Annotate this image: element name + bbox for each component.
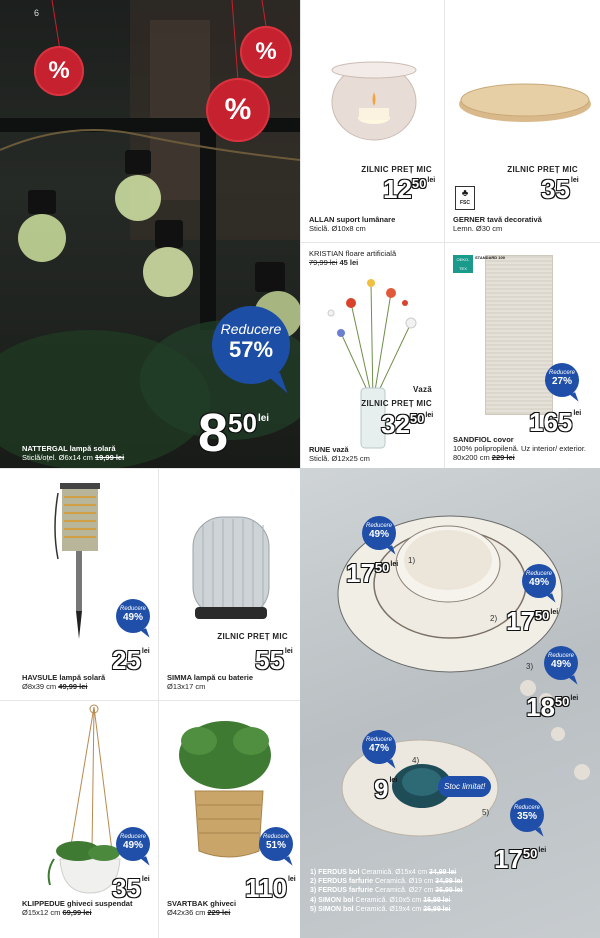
- price-lei: lei: [573, 410, 582, 417]
- dish5-discount-badge: [510, 798, 544, 832]
- product-name: NATTERGAL lampă solară: [22, 444, 116, 453]
- simma-panel: [158, 468, 300, 700]
- dishes-list-item: [310, 877, 463, 886]
- badge-label: Reducere: [119, 606, 146, 612]
- price-lei: lei: [141, 648, 150, 655]
- product-name: KLIPPEDUE ghiveci suspendat: [22, 899, 133, 908]
- badge-percent: 49%: [122, 840, 143, 851]
- price-int: 35: [112, 873, 141, 903]
- percent-tag-1: %: [34, 46, 84, 96]
- badge-percent: 57%: [228, 337, 274, 362]
- allan-tag: ZILNIC PREȚ MIC: [361, 165, 432, 174]
- klippedue-discount-badge: [116, 827, 150, 861]
- badge-label: Reducere: [220, 321, 282, 337]
- item-desc: Ceramică. Ø10x5 cm: [353, 896, 424, 904]
- oeko-tex-logo: OEKO-TEX: [453, 255, 473, 273]
- badge-percent: 47%: [368, 743, 389, 754]
- badge-label: Reducere: [513, 805, 540, 811]
- price-dec: 50: [554, 694, 570, 709]
- rune-title: [309, 445, 370, 463]
- price-lei: lei: [425, 412, 434, 419]
- badge-label: Reducere: [547, 653, 574, 659]
- product-desc: Ø8x39 cm: [22, 682, 57, 691]
- dish2-price: [506, 608, 558, 634]
- rug-illustration: [485, 255, 553, 415]
- dish4-discount-badge: [362, 730, 396, 764]
- price-lei: lei: [141, 876, 150, 883]
- price-lei: lei: [390, 561, 399, 568]
- dish4-price: [374, 776, 397, 802]
- wooden-tray-illustration: [445, 0, 600, 140]
- dish1-discount-badge: [362, 516, 396, 550]
- dish3-number: 3): [526, 662, 534, 671]
- dish3-discount-badge: [544, 646, 578, 680]
- old-price: 229 lei: [207, 908, 231, 917]
- dishes-list-item: [310, 886, 463, 895]
- badge-percent: 49%: [368, 529, 389, 540]
- item-old-price: 26,99 lei: [423, 905, 451, 913]
- svartbak-discount-badge: [259, 827, 293, 861]
- badge-percent: 51%: [265, 840, 286, 851]
- price-int: 18: [526, 692, 555, 722]
- price-dec: 50: [409, 411, 425, 426]
- dish4-number: 4): [412, 756, 420, 765]
- nattergal-price: [198, 403, 270, 463]
- allan-title: [309, 215, 395, 233]
- rune-panel: [300, 242, 444, 468]
- price-lei: lei: [257, 413, 270, 424]
- product-name: SANDFIOL covor: [453, 435, 514, 444]
- simma-title: [167, 673, 253, 691]
- item-old-price: 34,99 lei: [429, 869, 457, 876]
- price-int: 55: [255, 645, 284, 675]
- dishes-panel: [300, 468, 600, 938]
- svartbak-panel: [158, 700, 300, 938]
- nattergal-panel: [0, 0, 300, 468]
- product-name: HAVSULE lampă solară: [22, 673, 106, 682]
- dish1-number: 1): [408, 556, 416, 565]
- price-int: 8: [198, 403, 229, 463]
- item-old-price: 34,99 lei: [435, 878, 463, 886]
- item-desc: Ceramică. Ø15x4 cm: [359, 869, 430, 876]
- price-dec: 50: [228, 408, 257, 438]
- fsc-tree-icon: ♣: [461, 188, 469, 199]
- fsc-logo: [455, 186, 475, 210]
- price-int: 17: [506, 606, 535, 636]
- price-lei: lei: [570, 695, 579, 702]
- hanging-planter-illustration: [0, 701, 158, 901]
- simma-tag: ZILNIC PREȚ MIC: [217, 632, 288, 641]
- limited-stock-label: Stoc limitat!: [438, 776, 491, 797]
- price-lei: lei: [284, 648, 293, 655]
- product-desc: Ø13x17 cm: [167, 682, 206, 691]
- product-name: RUNE vază: [309, 445, 349, 454]
- dishes-list: [310, 868, 463, 914]
- price-int: 12: [383, 174, 412, 204]
- oeko-standard-label: STANDARD 100: [475, 255, 505, 260]
- badge-percent: 49%: [528, 577, 549, 588]
- product-desc: Sticlă. Ø12x25 cm: [309, 454, 370, 463]
- price-dec: 50: [411, 176, 427, 191]
- sandfiol-title: [453, 435, 593, 462]
- price-dec: 50: [522, 846, 538, 861]
- kristian-name: KRISTIAN floare artificială: [309, 249, 397, 258]
- havsule-title: [22, 673, 105, 691]
- dishes-list-item: [310, 896, 463, 905]
- kristian-old-price: 79,99 lei: [309, 258, 338, 267]
- product-name: ALLAN suport lumânare: [309, 215, 396, 224]
- sandfiol-panel: [444, 242, 600, 468]
- gerner-tag: ZILNIC PREȚ MIC: [507, 165, 578, 174]
- rune-tag: ZILNIC PREȚ MIC: [361, 399, 432, 408]
- product-desc: Lemn. Ø30 cm: [453, 224, 503, 233]
- fsc-label: FSC: [460, 200, 470, 206]
- havsule-discount-badge: [116, 599, 150, 633]
- percent-tag-2: %: [240, 26, 292, 78]
- dishes-list-item: [310, 868, 463, 877]
- item-name: 2) FERDUS farfurie: [310, 878, 374, 886]
- vase-label: Vază: [413, 385, 432, 394]
- product-name: SIMMA lampă cu baterie: [167, 673, 253, 682]
- price-lei: lei: [427, 177, 436, 184]
- price-int: 25: [112, 645, 141, 675]
- product-desc: Ø42x36 cm: [167, 908, 206, 917]
- product-desc: 100% polipropilenă. Uz interior/ exterior. 80x200 cm: [453, 444, 586, 462]
- klippedue-price: [112, 875, 150, 901]
- svartbak-title: [167, 899, 236, 917]
- old-price: 69,99 lei: [62, 908, 92, 917]
- product-desc: Ø15x12 cm: [22, 908, 61, 917]
- page-number: 6: [34, 8, 40, 18]
- item-name: 3) FERDUS farfurie: [310, 887, 374, 895]
- battery-lamp-illustration: [159, 469, 300, 629]
- price-lei: lei: [550, 609, 559, 616]
- badge-label: Reducere: [119, 834, 146, 840]
- item-desc: Ceramică. Ø19 cm: [373, 878, 436, 886]
- item-desc: Ceramică. Ø19x4 cm: [353, 905, 424, 913]
- item-old-price: 36,99 lei: [435, 887, 463, 895]
- dishes-list-item: [310, 905, 463, 914]
- havsule-panel: [0, 468, 158, 700]
- dish2-discount-badge: [522, 564, 556, 598]
- nattergal-discount-badge: [212, 306, 290, 384]
- badge-percent: 49%: [122, 612, 143, 623]
- old-price: 229 lei: [491, 453, 515, 462]
- price-int: 17: [494, 844, 523, 874]
- gerner-title: [453, 215, 542, 233]
- item-name: 1) FERDUS bol: [310, 869, 360, 876]
- simma-price: [255, 647, 293, 673]
- badge-label: Reducere: [365, 523, 392, 529]
- klippedue-title: [22, 899, 132, 917]
- price-int: 110: [245, 873, 287, 903]
- old-price: 19,99 lei: [94, 453, 125, 462]
- product-name: SVARTBAK ghiveci: [167, 899, 237, 908]
- price-lei: lei: [570, 177, 579, 184]
- badge-percent: 35%: [516, 811, 537, 822]
- badge-percent: 27%: [551, 376, 572, 387]
- nattergal-title: [22, 444, 124, 462]
- price-int: 32: [381, 409, 410, 439]
- price-dec: 50: [534, 608, 550, 623]
- item-name: 4) SIMON bol: [310, 896, 354, 904]
- sandfiol-price: [529, 409, 581, 435]
- product-desc: Sticlă. Ø10x8 cm: [309, 224, 366, 233]
- badge-label: Reducere: [262, 834, 289, 840]
- badge-label: Reducere: [525, 571, 552, 577]
- price-int: 17: [346, 558, 375, 588]
- rune-price: [381, 411, 433, 437]
- candle-holder-illustration: [301, 0, 444, 160]
- havsule-price: [112, 647, 150, 673]
- badge-percent: 49%: [550, 659, 571, 670]
- badge-label: Reducere: [548, 370, 575, 376]
- dish3-price: [526, 694, 578, 720]
- price-dec: 50: [374, 560, 390, 575]
- allan-panel: [300, 0, 444, 242]
- item-name: 5) SIMON bol: [310, 905, 354, 913]
- allan-price: [383, 176, 435, 202]
- product-name: GERNER tavă decorativă: [453, 215, 542, 224]
- klippedue-panel: [0, 700, 158, 938]
- price-int: 35: [541, 174, 570, 204]
- svartbak-price: [245, 875, 296, 901]
- dish2-number: 2): [490, 614, 498, 623]
- price-int: 165: [529, 407, 573, 437]
- dish1-price: [346, 560, 398, 586]
- price-int: 9: [374, 774, 389, 804]
- dish5-price: [494, 846, 546, 872]
- dish5-number: 5): [482, 808, 490, 817]
- old-price: 49,99 lei: [58, 682, 88, 691]
- product-desc: Sticlă/oțel. Ø6x14 cm: [22, 453, 93, 462]
- badge-label: Reducere: [365, 737, 392, 743]
- percent-tag-3: %: [206, 78, 270, 142]
- solar-lamp-illustration: [0, 469, 158, 669]
- item-old-price: 16,99 lei: [423, 896, 451, 904]
- sandfiol-discount-badge: [545, 363, 579, 397]
- item-desc: Ceramică. Ø27 cm: [373, 887, 436, 895]
- gerner-panel: [444, 0, 600, 242]
- gerner-price: [541, 176, 579, 202]
- price-lei: lei: [389, 777, 398, 784]
- price-lei: lei: [287, 876, 296, 883]
- price-lei: lei: [538, 847, 547, 854]
- kristian-new-price: 45 lei: [339, 258, 359, 267]
- basket-planter-illustration: [159, 701, 300, 901]
